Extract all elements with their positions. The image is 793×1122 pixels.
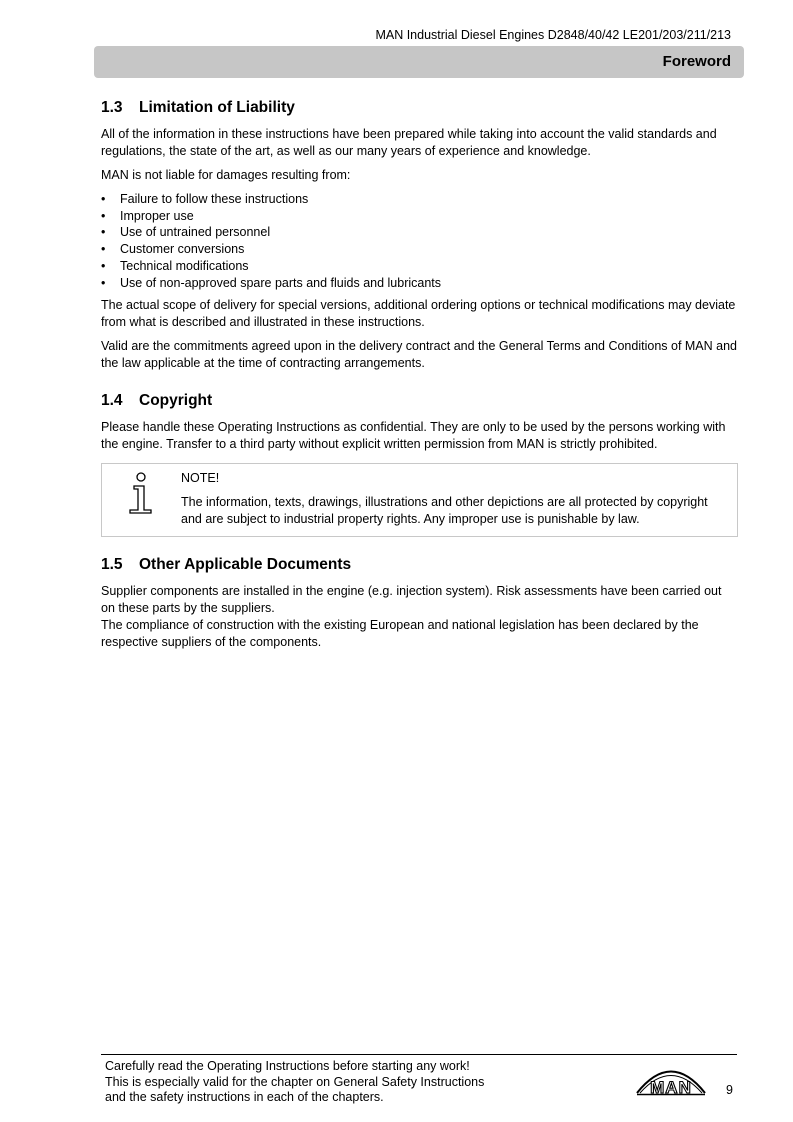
list-item: • Use of untrained personnel bbox=[101, 224, 738, 241]
section-heading bbox=[101, 391, 738, 411]
chapter-header-bar bbox=[94, 46, 744, 78]
note-box bbox=[101, 463, 738, 537]
section-title: Limitation of Liability bbox=[139, 99, 295, 116]
section-number: 1.3 bbox=[101, 99, 123, 116]
paragraph: Supplier components are installed in the engine (e.g. injection system). Risk assessments have been carried out on these parts by the suppliers. bbox=[101, 584, 722, 616]
liability-list bbox=[101, 191, 738, 291]
paragraph: All of the information in these instructions have been prepared while taking into account the valid standards and regulations, the state of the art, as well as our many years of experience and knowledge. bbox=[101, 127, 717, 158]
section-number: 1.5 bbox=[101, 556, 123, 574]
man-logo bbox=[634, 1056, 708, 1096]
note-label: NOTE! bbox=[181, 471, 220, 486]
footer-notice bbox=[105, 1059, 484, 1106]
logo-text: MAN bbox=[650, 1078, 692, 1096]
chapter-title: Foreword bbox=[662, 53, 731, 70]
page-number: 9 bbox=[726, 1083, 733, 1097]
paragraph: MAN is not liable for damages resulting from: bbox=[101, 168, 351, 182]
note-text: The information, texts, drawings, illustrations and other depictions are all protected by copyright and are subject to industrial property rights. Any improper use is punishable by law. bbox=[181, 495, 708, 527]
info-icon bbox=[123, 472, 159, 516]
footer-divider bbox=[101, 1054, 737, 1055]
section-heading bbox=[101, 98, 738, 118]
footer-line-2: This is especially valid for the chapter on General Safety Instructions bbox=[105, 1074, 485, 1089]
list-item: • Technical modifications bbox=[101, 258, 738, 275]
list-item: • Use of non-approved spare parts and fluids and lubricants bbox=[101, 275, 738, 292]
paragraph: The actual scope of delivery for special versions, additional ordering options or technical modifications may deviate from what is described and illustrated in these instructions. bbox=[101, 298, 736, 330]
section-title: Other Applicable Documents bbox=[139, 556, 352, 574]
list-item: • Failure to follow these instructions bbox=[101, 191, 738, 208]
section-other-applicable-documents bbox=[101, 555, 738, 651]
paragraph: Valid are the commitments agreed upon in the delivery contract and the General Terms and Conditions of MAN and the law applicable at the time of contracting arrangements. bbox=[101, 339, 737, 371]
footer-line-3: and the safety instructions in each of the chapters. bbox=[105, 1090, 384, 1104]
paragraph: Please handle these Operating Instructions as confidential. They are only to be used by the persons working with the engine. Transfer to a third party without explicit written permission from MAN is strictly prohibited. bbox=[101, 420, 726, 452]
paragraph: The compliance of construction with the existing European and national legislation has been declared by the respective suppliers of the components. bbox=[101, 618, 699, 650]
section-heading bbox=[101, 555, 738, 575]
section-number: 1.4 bbox=[101, 392, 123, 410]
footer-line-1: Carefully read the Operating Instructions before starting any work! bbox=[105, 1059, 470, 1073]
page-content bbox=[101, 98, 738, 658]
section-limitation-of-liability bbox=[101, 98, 738, 372]
section-copyright bbox=[101, 391, 738, 537]
list-item: • Improper use bbox=[101, 208, 738, 225]
list-item: • Customer conversions bbox=[101, 241, 738, 258]
section-title: Copyright bbox=[139, 392, 213, 410]
document-title: MAN Industrial Diesel Engines D2848/40/42 LE201/203/211/213 bbox=[375, 28, 731, 42]
